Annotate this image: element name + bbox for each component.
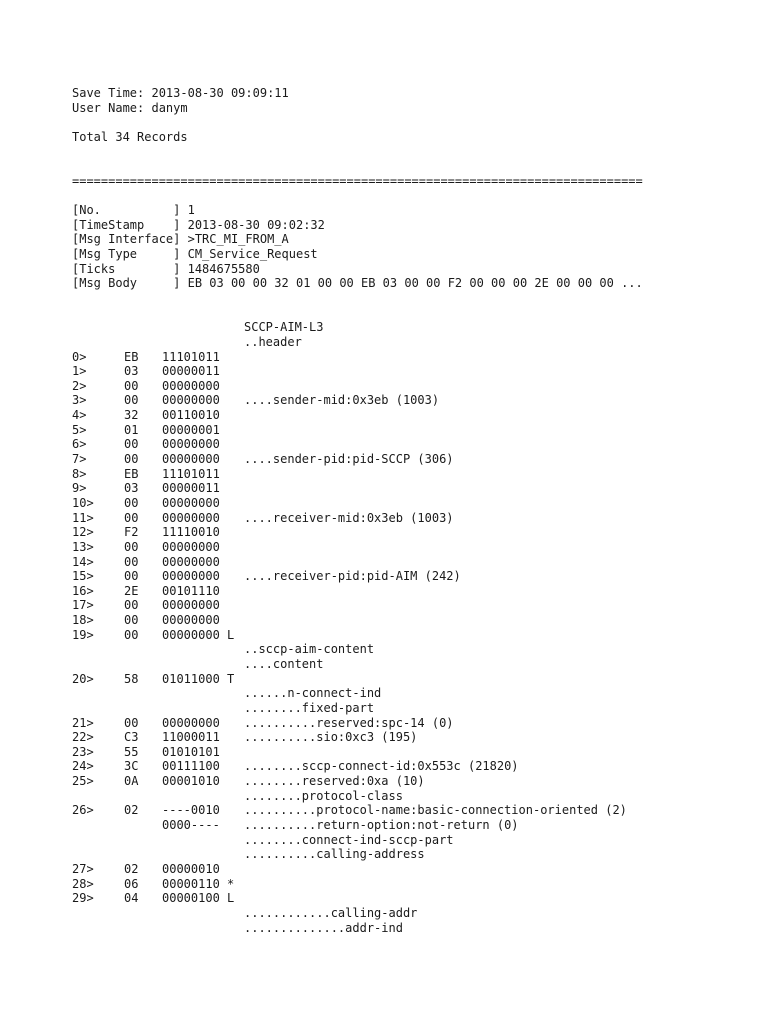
decode-row <box>72 774 643 789</box>
byte-binary: 00001010 <box>162 774 220 789</box>
decode-row <box>72 862 643 877</box>
decode-row <box>72 847 643 862</box>
byte-hex: 00 <box>124 437 139 452</box>
decode-row <box>72 877 643 892</box>
record-field-label: [TimeStamp ] <box>72 217 181 232</box>
byte-hex: 00 <box>124 598 139 613</box>
decode-row <box>72 803 643 818</box>
spacer <box>72 306 643 321</box>
record-field-label: [No. ] <box>72 203 181 218</box>
byte-hex: 00 <box>124 627 139 642</box>
record-field-label: [Msg Interface] <box>72 232 181 247</box>
byte-binary: 00000110 * <box>162 876 235 891</box>
record-field <box>72 203 643 218</box>
byte-hex: 04 <box>124 891 139 906</box>
byte-offset: 3> <box>72 393 87 408</box>
byte-offset: 5> <box>72 422 87 437</box>
decode-row <box>72 350 643 365</box>
byte-binary: 0000---- <box>162 818 220 833</box>
byte-hex: 03 <box>124 481 139 496</box>
record-field-value: CM_Service_Request <box>187 247 318 262</box>
byte-binary: 00000010 <box>162 861 220 876</box>
spacer <box>72 159 643 174</box>
byte-binary: 00000000 <box>162 437 220 452</box>
field-description: ....content <box>244 656 324 671</box>
decode-row <box>72 335 643 350</box>
record-field-value: 2013-08-30 09:02:32 <box>187 217 325 232</box>
byte-hex: EB <box>124 349 139 364</box>
byte-hex: 01 <box>124 422 139 437</box>
decode-row <box>72 789 643 804</box>
record-field <box>72 276 643 291</box>
byte-hex: 06 <box>124 876 139 891</box>
byte-binary: 00000000 <box>162 510 220 525</box>
record-field-label: [Msg Type ] <box>72 247 181 262</box>
field-description: ..........sio:0xc3 (195) <box>244 730 418 745</box>
user-name-value: danym <box>151 100 188 115</box>
byte-binary: 11110010 <box>162 525 220 540</box>
decode-row <box>72 320 643 335</box>
byte-binary: 00000000 <box>162 613 220 628</box>
record-field-label: [Ticks ] <box>72 261 181 276</box>
decode-row <box>72 891 643 906</box>
byte-offset: 12> <box>72 525 94 540</box>
field-description: ....sender-mid:0x3eb (1003) <box>244 393 440 408</box>
byte-binary: 00000000 L <box>162 627 235 642</box>
decode-row <box>72 437 643 452</box>
decode-row <box>72 921 643 936</box>
byte-binary: 00000000 <box>162 452 220 467</box>
total-records: Total 34 Records <box>72 129 188 144</box>
byte-hex: EB <box>124 466 139 481</box>
byte-hex: 00 <box>124 378 139 393</box>
byte-binary: ----0010 <box>162 803 220 818</box>
field-description: ........sccp-connect-id:0x553c (21820) <box>244 759 519 774</box>
decode-row <box>72 745 643 760</box>
decode-row <box>72 906 643 921</box>
byte-binary: 00110010 <box>162 408 220 423</box>
byte-hex: 03 <box>124 364 139 379</box>
byte-hex: 00 <box>124 569 139 584</box>
byte-offset: 1> <box>72 364 87 379</box>
byte-offset: 4> <box>72 408 87 423</box>
decode-row <box>72 540 643 555</box>
record-field <box>72 232 643 247</box>
byte-hex: 00 <box>124 393 139 408</box>
decode-row <box>72 759 643 774</box>
decode-row <box>72 657 643 672</box>
field-description: SCCP-AIM-L3 <box>244 320 324 335</box>
decode-row <box>72 511 643 526</box>
field-description: ..........protocol-name:basic-connection-oriented (2) <box>244 803 627 818</box>
byte-offset: 17> <box>72 598 94 613</box>
save-time-label: Save Time: <box>72 86 145 100</box>
byte-offset: 27> <box>72 861 94 876</box>
byte-binary: 00101110 <box>162 583 220 598</box>
field-description: ........fixed-part <box>244 700 375 715</box>
decode-row <box>72 555 643 570</box>
decode-row <box>72 364 643 379</box>
byte-offset: 24> <box>72 759 94 774</box>
decode-row <box>72 481 643 496</box>
field-description: ....sender-pid:pid-SCCP (306) <box>244 452 454 467</box>
byte-hex: 00 <box>124 495 139 510</box>
byte-hex: 32 <box>124 408 139 423</box>
field-description: ....receiver-mid:0x3eb (1003) <box>244 510 454 525</box>
byte-offset: 25> <box>72 774 94 789</box>
decode-row <box>72 672 643 687</box>
field-description: ..header <box>244 334 302 349</box>
byte-hex: C3 <box>124 730 139 745</box>
byte-binary: 00000011 <box>162 364 220 379</box>
decode-row <box>72 452 643 467</box>
byte-offset: 10> <box>72 495 94 510</box>
byte-offset: 28> <box>72 876 94 891</box>
byte-hex: 0A <box>124 774 139 789</box>
save-time-value: 2013-08-30 09:09:11 <box>151 86 289 100</box>
byte-offset: 16> <box>72 583 94 598</box>
byte-binary: 00111100 <box>162 759 220 774</box>
decode-row <box>72 408 643 423</box>
byte-offset: 6> <box>72 437 87 452</box>
field-description: ..........calling-address <box>244 847 425 862</box>
field-description: ..sccp-aim-content <box>244 642 375 657</box>
byte-binary: 00000000 <box>162 715 220 730</box>
record-field-label: [Msg Body ] <box>72 276 181 291</box>
byte-hex: 3C <box>124 759 139 774</box>
user-name-line <box>72 101 643 116</box>
spacer <box>72 188 643 203</box>
decode-row <box>72 393 643 408</box>
byte-hex: 2E <box>124 583 139 598</box>
byte-offset: 29> <box>72 891 94 906</box>
field-description: ........connect-ind-sccp-part <box>244 832 454 847</box>
byte-binary: 00000000 <box>162 393 220 408</box>
byte-offset: 9> <box>72 481 87 496</box>
byte-hex: 00 <box>124 613 139 628</box>
decode-row <box>72 525 643 540</box>
byte-binary: 11101011 <box>162 466 220 481</box>
byte-offset: 15> <box>72 569 94 584</box>
field-description: ......n-connect-ind <box>244 686 382 701</box>
decode-row <box>72 613 643 628</box>
byte-binary: 00000000 <box>162 554 220 569</box>
spacer <box>72 115 643 130</box>
separator-line: =============================================================================== <box>72 173 643 188</box>
field-description: ..........reserved:spc-14 (0) <box>244 715 454 730</box>
decode-row <box>72 818 643 833</box>
decode-row <box>72 686 643 701</box>
byte-binary: 00000000 <box>162 378 220 393</box>
decode-row <box>72 701 643 716</box>
byte-offset: 26> <box>72 803 94 818</box>
byte-offset: 0> <box>72 349 87 364</box>
spacer <box>72 291 643 306</box>
byte-binary: 00000000 <box>162 569 220 584</box>
decode-row <box>72 730 643 745</box>
record-field-value: >TRC_MI_FROM_A <box>187 232 289 247</box>
byte-offset: 20> <box>72 671 94 686</box>
decode-row <box>72 833 643 848</box>
save-time-line <box>72 86 643 101</box>
record-header <box>72 203 643 291</box>
record-field-value: EB 03 00 00 32 01 00 00 EB 03 00 00 F2 00 00 00 2E 00 00 00 ... <box>187 276 643 291</box>
record-field-value: 1484675580 <box>187 261 260 276</box>
trace-document <box>72 86 643 935</box>
field-description: ..........return-option:not-return (0) <box>244 818 519 833</box>
record-field <box>72 247 643 262</box>
byte-hex: 00 <box>124 510 139 525</box>
byte-binary: 11101011 <box>162 349 220 364</box>
byte-hex: F2 <box>124 525 139 540</box>
byte-hex: 02 <box>124 803 139 818</box>
byte-offset: 22> <box>72 730 94 745</box>
record-field-value: 1 <box>187 203 195 218</box>
byte-binary: 01011000 T <box>162 671 235 686</box>
decode-row <box>72 569 643 584</box>
decode-table <box>72 320 643 935</box>
field-description: ..............addr-ind <box>244 920 403 935</box>
record-field <box>72 218 643 233</box>
field-description: ........reserved:0xa (10) <box>244 774 425 789</box>
decode-row <box>72 467 643 482</box>
byte-binary: 00000011 <box>162 481 220 496</box>
byte-hex: 00 <box>124 539 139 554</box>
byte-binary: 11000011 <box>162 730 220 745</box>
byte-offset: 8> <box>72 466 87 481</box>
spacer <box>72 145 643 160</box>
byte-offset: 18> <box>72 613 94 628</box>
byte-hex: 55 <box>124 744 139 759</box>
byte-offset: 7> <box>72 452 87 467</box>
decode-row <box>72 379 643 394</box>
record-field <box>72 262 643 277</box>
byte-offset: 23> <box>72 744 94 759</box>
byte-hex: 58 <box>124 671 139 686</box>
field-description: ............calling-addr <box>244 905 418 920</box>
decode-row <box>72 642 643 657</box>
decode-row <box>72 423 643 438</box>
decode-row <box>72 716 643 731</box>
byte-binary: 01010101 <box>162 744 220 759</box>
byte-offset: 19> <box>72 627 94 642</box>
byte-offset: 2> <box>72 378 87 393</box>
byte-hex: 00 <box>124 554 139 569</box>
byte-hex: 02 <box>124 861 139 876</box>
decode-row <box>72 496 643 511</box>
byte-binary: 00000000 <box>162 495 220 510</box>
byte-offset: 11> <box>72 510 94 525</box>
user-name-label: User Name: <box>72 100 145 115</box>
byte-binary: 00000100 L <box>162 891 235 906</box>
byte-binary: 00000000 <box>162 539 220 554</box>
field-description: ....receiver-pid:pid-AIM (242) <box>244 569 461 584</box>
decode-row <box>72 584 643 599</box>
decode-row <box>72 598 643 613</box>
byte-hex: 00 <box>124 715 139 730</box>
byte-binary: 00000001 <box>162 422 220 437</box>
byte-hex: 00 <box>124 452 139 467</box>
byte-offset: 14> <box>72 554 94 569</box>
byte-offset: 13> <box>72 539 94 554</box>
field-description: ........protocol-class <box>244 788 403 803</box>
byte-offset: 21> <box>72 715 94 730</box>
decode-row <box>72 628 643 643</box>
byte-binary: 00000000 <box>162 598 220 613</box>
